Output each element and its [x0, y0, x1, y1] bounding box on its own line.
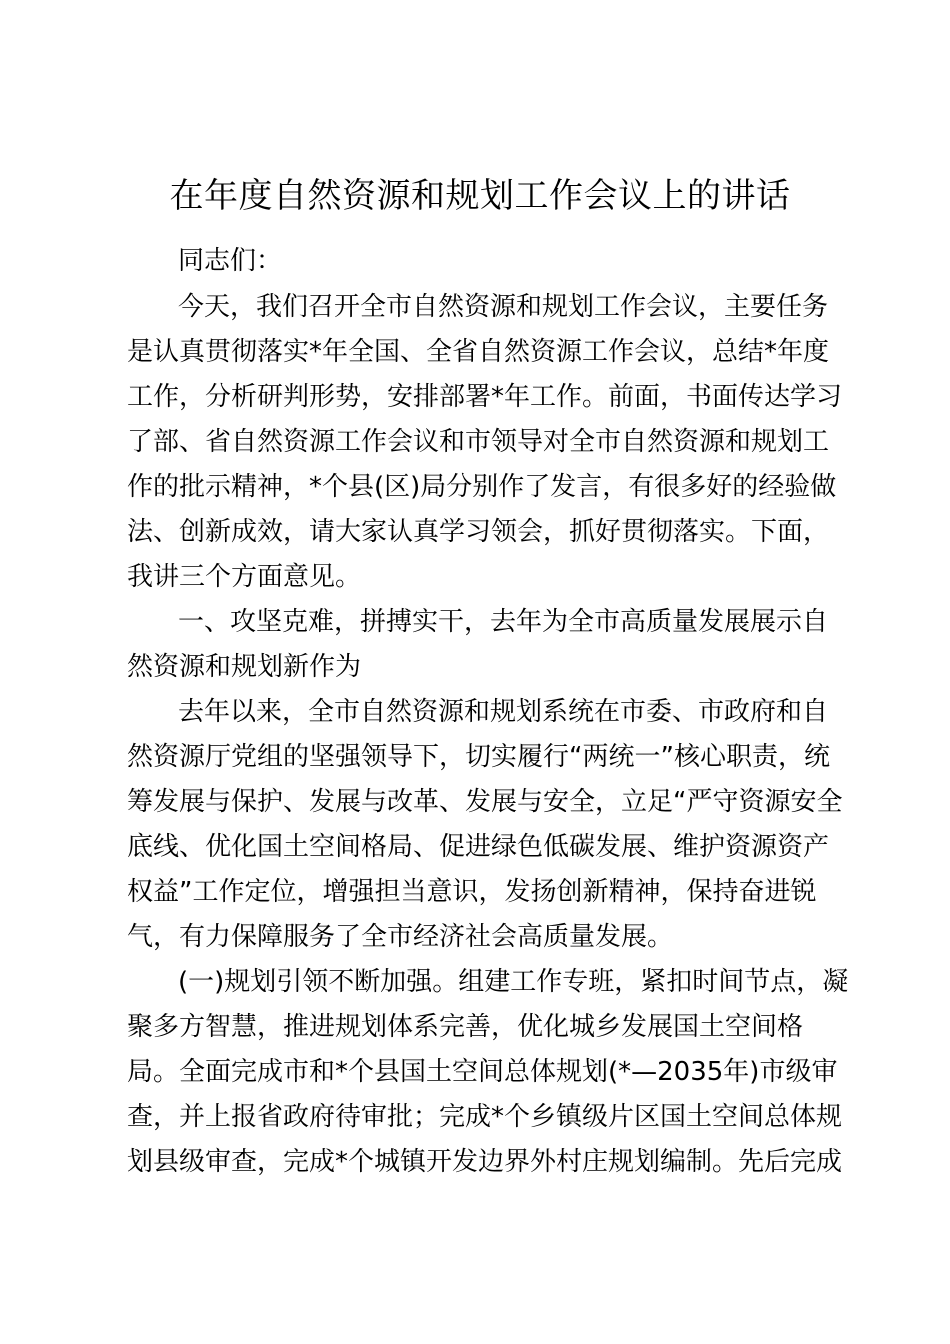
body-line: 法、创新成效，请大家认真学习领会，抓好贯彻落实。下面，: [127, 517, 830, 547]
section-heading: 一、攻坚克难，拼搏实干，去年为全市高质量发展展示自: [178, 607, 829, 637]
body-line: 底线、优化国土空间格局、促进绿色低碳发展、维护资源资产: [127, 832, 830, 862]
body-line: 了部、省自然资源工作会议和市领导对全市自然资源和规划工: [127, 427, 830, 457]
body-line: 然资源厅党组的坚强领导下，切实履行“两统一”核心职责，统: [127, 742, 830, 772]
body-line: 今天，我们召开全市自然资源和规划工作会议，主要任务: [178, 292, 829, 322]
salutation: 同志们：: [178, 246, 283, 276]
body-line: 去年以来，全市自然资源和规划系统在市委、市政府和自: [178, 697, 829, 727]
body-line: 划县级审查，完成*个城镇开发边界外村庄规划编制。先后完成: [127, 1147, 843, 1177]
body-line: 权益”工作定位，增强担当意识，发扬创新精神，保持奋进锐: [127, 877, 817, 907]
body-line: 我讲三个方面意见。: [127, 562, 362, 592]
body-line: 气，有力保障服务了全市经济社会高质量发展。: [127, 922, 674, 952]
section-heading: 然资源和规划新作为: [127, 652, 362, 682]
body-line: 筹发展与保护、发展与改革、发展与安全，立足“严守资源安全: [127, 787, 843, 817]
body-line: 是认真贯彻落实*年全国、全省自然资源工作会议，总结*年度: [127, 337, 830, 367]
body-line: 局。全面完成市和*个县国土空间总体规划(*—2035年)市级审: [127, 1057, 838, 1087]
body-line: 聚多方智慧，推进规划体系完善，优化城乡发展国土空间格: [127, 1012, 804, 1042]
body-line: 作的批示精神，*个县(区)局分别作了发言，有很多好的经验做: [127, 472, 837, 502]
body-line: 查，并上报省政府待审批；完成*个乡镇级片区国土空间总体规: [127, 1102, 843, 1132]
body-line: 工作，分析研判形势，安排部署*年工作。前面，书面传达学习: [127, 382, 843, 412]
document-title: 在年度自然资源和规划工作会议上的讲话: [169, 176, 791, 216]
body-line: (一)规划引领不断加强。组建工作专班，紧扣时间节点，凝: [178, 967, 849, 997]
